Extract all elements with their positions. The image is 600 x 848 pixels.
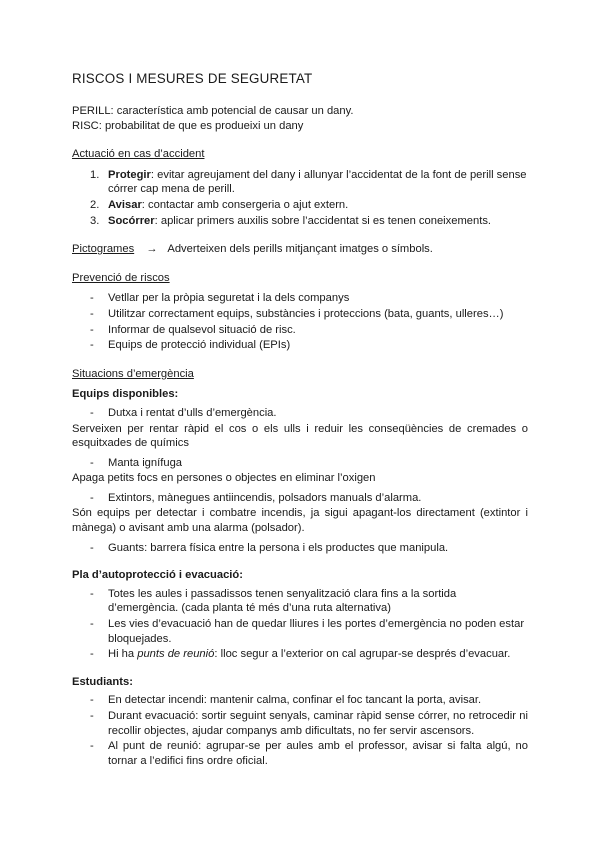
list-text: : aplicar primers auxilis sobre l’accidentat si es tenen coneixements. bbox=[154, 214, 492, 227]
equips-list-4 bbox=[72, 541, 528, 556]
subheading-equips: Equips disponibles: bbox=[72, 388, 179, 401]
list-text: Hi ha bbox=[108, 648, 138, 661]
list-text: Guants: barrera física entre la persona i els productes que manipula. bbox=[108, 541, 449, 554]
list-term: Avisar bbox=[108, 198, 142, 211]
pictogrames-line bbox=[72, 242, 528, 257]
list-emphasis: punts de reunió bbox=[137, 648, 215, 661]
list-text: Utilitzar correctament equips, substàncies i proteccions (bata, guants, ulleres…) bbox=[108, 307, 504, 320]
list-text: Extintors, mànegues antiincendis, polsadors manuals d’alarma. bbox=[108, 491, 422, 504]
list-item bbox=[72, 617, 528, 646]
definition-risc: RISC: probabilitat de que es produeixi un dany bbox=[72, 119, 304, 132]
list-text: En detectar incendi: mantenir calma, confinar el foc tancant la porta, avisar. bbox=[108, 694, 482, 707]
list-text: Les vies d’evacuació han de quedar lliures i les portes d’emergència no poden estar bloquejades. bbox=[108, 618, 525, 645]
list-text: Informar de qualsevol situació de risc. bbox=[108, 323, 296, 336]
list-number: 3. bbox=[90, 214, 100, 227]
list-item bbox=[72, 709, 528, 738]
list-item bbox=[72, 291, 528, 306]
list-item bbox=[72, 406, 528, 421]
list-term: Protegir bbox=[108, 168, 151, 181]
list-item bbox=[72, 541, 528, 556]
list-item bbox=[72, 693, 528, 708]
dash-bullet: - bbox=[90, 648, 94, 661]
list-text: Dutxa i rentat d’ulls d’emergència. bbox=[108, 406, 277, 419]
equips-list-2 bbox=[72, 456, 528, 471]
section-heading-actuacio: Actuació en cas d’accident bbox=[72, 148, 205, 161]
equip-description: Apaga petits focs en persones o objectes en eliminar l’oxigen bbox=[72, 472, 376, 485]
list-text: Vetllar per la pròpia seguretat i la dels companys bbox=[108, 292, 350, 305]
document-page bbox=[72, 70, 528, 769]
subheading-pla: Pla d’autoprotecció i evacuació: bbox=[72, 569, 243, 582]
list-term: Socórrer bbox=[108, 214, 155, 227]
dash-bullet: - bbox=[90, 694, 94, 707]
dash-bullet: - bbox=[90, 618, 94, 631]
subheading-estudiants: Estudiants: bbox=[72, 675, 133, 688]
list-item bbox=[72, 491, 528, 506]
list-item bbox=[72, 739, 528, 768]
section-heading-prevencio: Prevenció de riscos bbox=[72, 271, 170, 284]
dash-bullet: - bbox=[90, 491, 94, 504]
arrow-right-icon: → bbox=[146, 243, 158, 256]
list-text: Equips de protecció individual (EPIs) bbox=[108, 339, 291, 352]
list-item bbox=[72, 307, 528, 322]
equips-list-3 bbox=[72, 491, 528, 506]
list-text: Al punt de reunió: agrupar-se per aules amb el professor, avisar si falta algú, no tornar a l’edifici fins ordre oficial. bbox=[108, 740, 528, 767]
actuacio-list bbox=[72, 168, 528, 228]
dash-bullet: - bbox=[90, 456, 94, 469]
list-text-rest: : lloc segur a l’exterior on cal agrupar-se després d’evacuar. bbox=[214, 648, 511, 661]
list-text: : contactar amb consergeria o ajut extern. bbox=[141, 198, 349, 211]
equips-list-1 bbox=[72, 406, 528, 421]
list-item bbox=[72, 168, 528, 197]
list-item bbox=[72, 214, 528, 229]
pictogrames-text: Adverteixen dels perills mitjançant imatges o símbols. bbox=[167, 243, 433, 256]
equip-description: Serveixen per rentar ràpid el cos o els ulls i reduir les conseqüències de cremades o esquitxades de químics bbox=[72, 422, 528, 450]
pla-list bbox=[72, 587, 528, 662]
list-item bbox=[72, 323, 528, 338]
dash-bullet: - bbox=[90, 710, 94, 722]
list-text: Totes les aules i passadissos tenen senyalització clara fins a la sortida d’emergència. (cada planta té més d’una ruta alternativa) bbox=[108, 587, 457, 615]
dash-bullet: - bbox=[90, 339, 94, 352]
page-title: RISCOS I MESURES DE SEGURETAT bbox=[72, 71, 313, 86]
section-heading-emergencia: Situacions d’emergència bbox=[72, 367, 194, 380]
list-item bbox=[72, 456, 528, 471]
dash-bullet: - bbox=[90, 587, 94, 600]
equip-description: Són equips per detectar i combatre incendis, ja sigui apagant-los directament (extintor i mànega) o avisant amb una alarma (polsador). bbox=[72, 507, 528, 535]
definition-perill: PERILL: característica amb potencial de causar un dany. bbox=[72, 105, 354, 117]
list-number: 1. bbox=[90, 168, 100, 181]
estudiants-list bbox=[72, 693, 528, 768]
dash-bullet: - bbox=[90, 541, 94, 554]
list-text: Durant evacuació: sortir seguint senyals, caminar ràpid sense córrer, no retrocedir ni recollir objectes, ajudar companys amb dificultats, no fer servir ascensors. bbox=[108, 710, 528, 737]
list-item bbox=[72, 647, 528, 662]
dash-bullet: - bbox=[90, 292, 94, 305]
list-text: : evitar agreujament del dany i allunyar l’accidentat de la font de perill sense córrer cap mena de perill. bbox=[108, 168, 527, 196]
dash-bullet: - bbox=[90, 406, 94, 419]
prevencio-list bbox=[72, 291, 528, 352]
list-item bbox=[72, 338, 528, 353]
list-item bbox=[72, 198, 528, 213]
list-text: Manta ignífuga bbox=[108, 456, 183, 469]
list-number: 2. bbox=[90, 198, 100, 211]
list-item bbox=[72, 587, 528, 616]
dash-bullet: - bbox=[90, 307, 94, 320]
dash-bullet: - bbox=[90, 740, 94, 753]
pictogrames-label: Pictogrames bbox=[72, 243, 135, 256]
dash-bullet: - bbox=[90, 323, 94, 336]
